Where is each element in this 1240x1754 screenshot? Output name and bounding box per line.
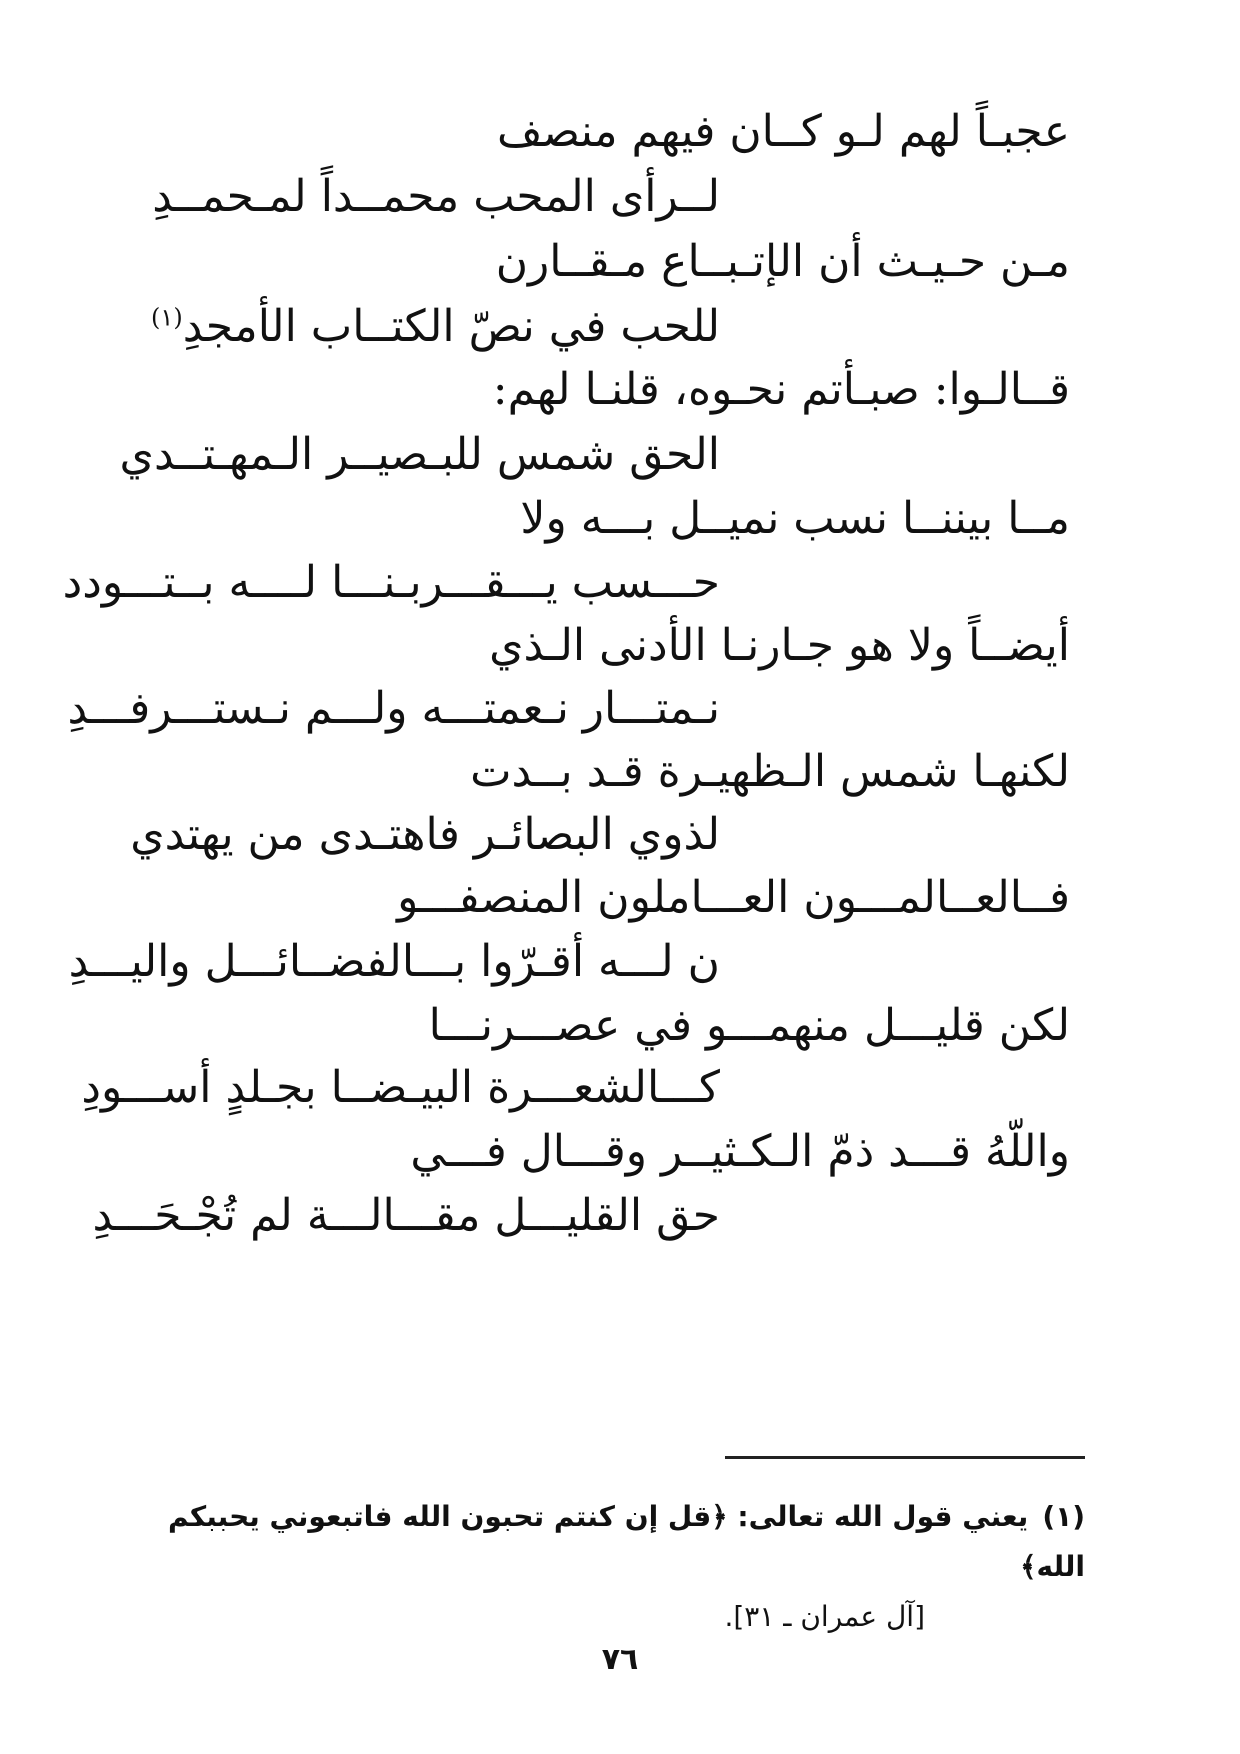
footnote-reference: [آل عمران ـ ٣١]. <box>724 1600 925 1633</box>
verse-line-4-text: للحب في نصّ الكتــاب الأمجدِ <box>182 301 720 352</box>
verse-line-6: الحق شمس للبـصيــر الـمهـتــدي <box>119 429 720 480</box>
footnote-text: يعني قول الله تعالى: ﴿قل إن كنتم تحبون الله فاتبعوني يحببكم الله﴾ <box>167 1500 1085 1583</box>
footnote-divider <box>725 1456 1085 1459</box>
verse-line-2: لــرأى المحب محمــداً لمـحمــدِ <box>152 171 720 222</box>
footnote-number: (١) <box>1042 1500 1085 1533</box>
verse-line-14: ن لـــه أقـرّوا بـــالفضــائـــل واليـــدِ <box>68 936 720 987</box>
verse-line-12: لذوي البصائـر فاهتـدى من يهتدي <box>130 809 720 860</box>
verse-line-7: مــا بيننــا نسب نميــل بـــه ولا <box>520 493 1070 544</box>
verse-line-3: مـن حـيـث أن الإتـبــاع مـقــارن <box>495 236 1070 287</box>
verse-line-4 <box>151 301 720 352</box>
footnote-line-1 <box>145 1492 1085 1592</box>
verse-line-18: حق القليـــل مقـــالـــة لم تُجْـحَـــدِ <box>92 1190 720 1241</box>
verse-line-8: حـــسب يـــقـــربـنـــا لــــه بــتـــودد <box>62 557 720 608</box>
verse-line-16: كـــالشعـــرة البيـضــا بجـلدٍ أســـودِ <box>81 1062 720 1113</box>
page-number: ٧٦ <box>601 1642 639 1677</box>
verse-line-1: عجبـاً لهم لـو كــان فيهم منصف <box>496 106 1070 157</box>
verse-line-9: أيضــاً ولا هو جـارنـا الأدنى الـذي <box>489 620 1070 671</box>
verse-line-15: لكن قليـــل منهمـــو في عصـــرنـــا <box>428 1000 1070 1051</box>
verse-line-11: لكنهـا شمس الـظهيـرة قـد بــدت <box>470 746 1070 797</box>
footnote-marker: (١) <box>151 303 183 332</box>
verse-line-10: نـمتـــار نـعمتـــه ولـــم نـستـــرفـــدِ <box>67 683 720 734</box>
verse-line-5: قــالـوا: صبـأتم نحـوه، قلنـا لهم: <box>492 364 1070 415</box>
verse-line-13: فــالعــالمـــون العـــاملون المنصفـــو <box>397 872 1070 923</box>
verse-line-17: واللّهُ قـــد ذمّ الـكـثيــر وقـــال فـــي <box>410 1126 1070 1177</box>
footnote <box>145 1492 1085 1642</box>
